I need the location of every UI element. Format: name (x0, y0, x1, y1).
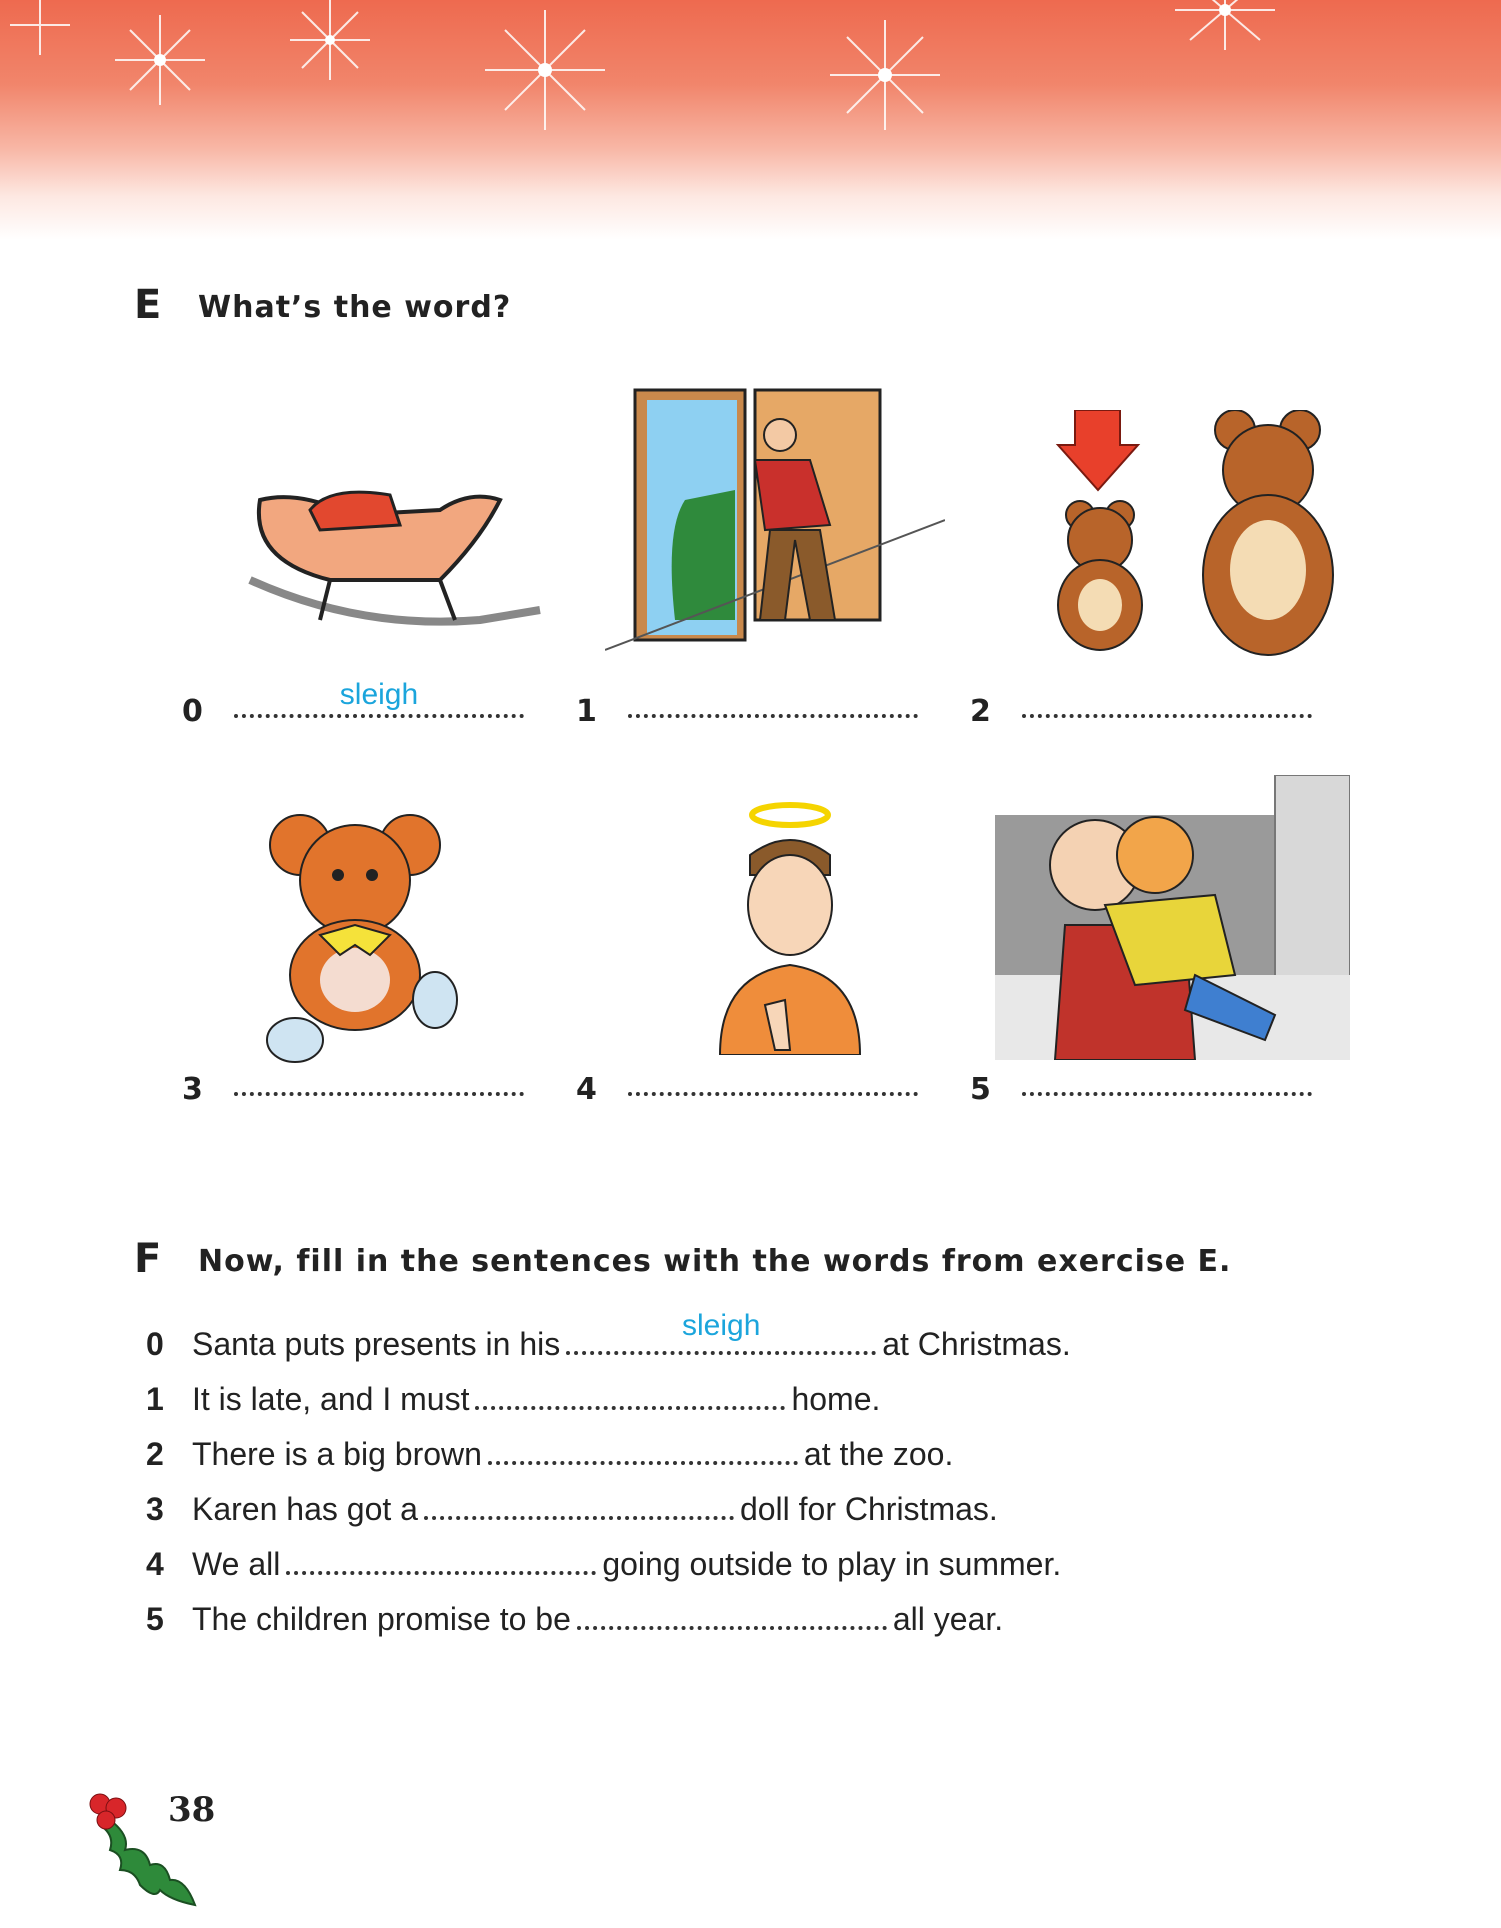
section-f-letter: F (134, 1236, 162, 1282)
section-e-title: What’s the word? (198, 290, 512, 325)
sentence-before: Santa puts presents in his (192, 1326, 561, 1362)
door-picture (605, 380, 945, 684)
word-line-3 (182, 1070, 582, 1120)
word-line-5 (970, 1070, 1370, 1120)
sentence-after: doll for Christmas. (739, 1491, 998, 1527)
sentence-before: We all (192, 1546, 281, 1582)
sleigh-picture (240, 470, 560, 674)
section-e-letter: E (134, 282, 162, 328)
answer-line[interactable] (628, 710, 918, 718)
word-line-2 (970, 692, 1370, 742)
answer-text: sleigh (682, 1309, 761, 1342)
section-f-title: Now, fill in the sentences with the words from exercise E. (198, 1244, 1232, 1279)
sentence-1 (146, 1381, 880, 1431)
sentence-after: at the zoo. (803, 1436, 954, 1472)
sentence-gap[interactable] (577, 1606, 887, 1630)
sentence-gap[interactable] (286, 1551, 596, 1575)
angel-boy-picture (690, 795, 870, 1059)
page-number: 38 (168, 1790, 216, 1830)
answer-line[interactable] (1022, 710, 1312, 718)
sentence-number: 2 (146, 1436, 164, 1472)
sentence-number: 4 (146, 1546, 164, 1582)
answer-line[interactable] (234, 1088, 524, 1096)
sentence-number: 0 (146, 1326, 164, 1362)
item-number: 4 (576, 1072, 597, 1107)
top-banner (0, 0, 1501, 240)
bears-picture (1010, 410, 1370, 674)
sentence-before: There is a big brown (192, 1436, 482, 1472)
sentence-number: 1 (146, 1381, 164, 1417)
sentence-number: 3 (146, 1491, 164, 1527)
sentence-before: Karen has got a (192, 1491, 418, 1527)
teddy-bear-picture (250, 805, 480, 1069)
sentence-gap[interactable] (475, 1386, 785, 1410)
sentence-after: all year. (892, 1601, 1004, 1637)
sentence-4 (146, 1546, 1061, 1596)
sentence-gap[interactable] (566, 1309, 876, 1355)
sentence-gap[interactable] (424, 1496, 734, 1520)
sentence-3 (146, 1491, 998, 1541)
item-number: 0 (182, 694, 203, 729)
sparkles-decoration (0, 0, 1501, 240)
item-number: 2 (970, 694, 991, 729)
sentence-5 (146, 1601, 1003, 1651)
item-number: 1 (576, 694, 597, 729)
sentence-before: The children promise to be (192, 1601, 571, 1637)
word-line-1 (576, 692, 976, 742)
sentence-gap[interactable] (488, 1441, 798, 1465)
word-line-4 (576, 1070, 976, 1120)
sentence-0 (146, 1309, 1071, 1376)
word-line-0 (182, 678, 582, 742)
item-number: 5 (970, 1072, 991, 1107)
sentence-after: at Christmas. (882, 1326, 1071, 1362)
hug-picture (995, 775, 1350, 1064)
item-number: 3 (182, 1072, 203, 1107)
sentence-after: home. (791, 1381, 881, 1417)
sentence-number: 5 (146, 1601, 164, 1637)
sentence-before: It is late, and I must (192, 1381, 470, 1417)
answer-text: sleigh (339, 678, 419, 711)
answer-line[interactable] (628, 1088, 918, 1096)
answer-line[interactable] (1022, 1088, 1312, 1096)
sentence-2 (146, 1436, 953, 1486)
sentence-after: going outside to play in summer. (602, 1546, 1062, 1582)
